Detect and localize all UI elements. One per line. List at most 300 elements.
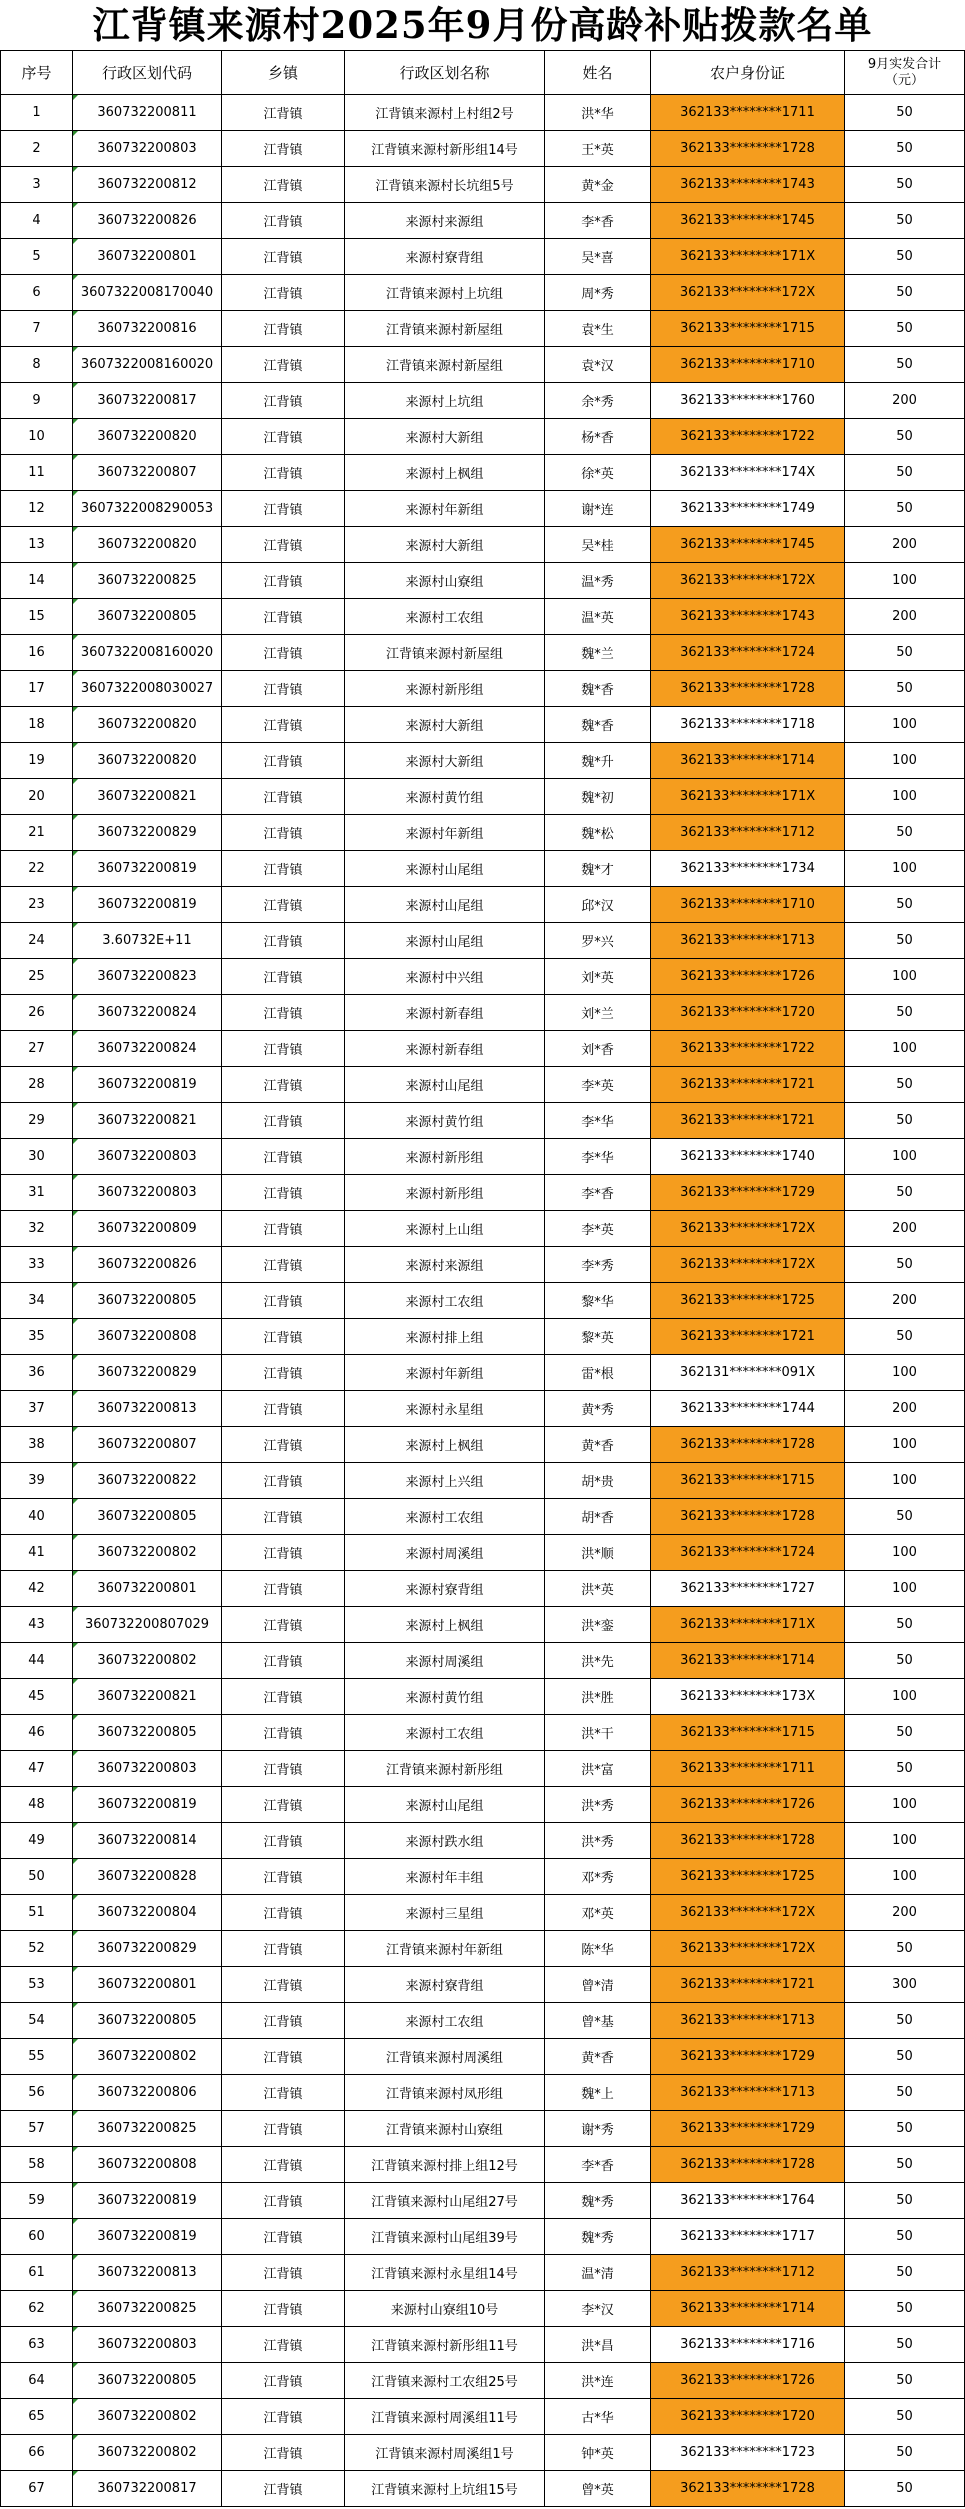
cell-amount: 50 (845, 1247, 965, 1283)
cell-name: 李*秀 (545, 1247, 651, 1283)
table-header-row (1, 51, 965, 95)
cell-area: 江背镇来源村上坑组15号 (345, 2471, 545, 2507)
table-row (1, 1175, 965, 1211)
table-row (1, 1067, 965, 1103)
cell-amount: 50 (845, 275, 965, 311)
cell-id: 362133********1715 (651, 1715, 845, 1751)
cell-town: 江背镇 (222, 1895, 345, 1931)
cell-id: 362133********1727 (651, 1571, 845, 1607)
cell-town: 江背镇 (222, 1535, 345, 1571)
cell-code: 360732200814 (73, 1823, 222, 1859)
cell-id: 362133********172X (651, 275, 845, 311)
cell-id: 362133********1717 (651, 2219, 845, 2255)
cell-name: 黎*华 (545, 1283, 651, 1319)
cell-name: 魏*升 (545, 743, 651, 779)
cell-code: 360732200802 (73, 2039, 222, 2075)
cell-seq: 44 (1, 1643, 73, 1679)
cell-amount: 50 (845, 1751, 965, 1787)
cell-area: 来源村跌水组 (345, 1823, 545, 1859)
cell-id: 362133********1724 (651, 635, 845, 671)
table-row (1, 995, 965, 1031)
table-row (1, 2147, 965, 2183)
table-row (1, 95, 965, 131)
cell-seq: 57 (1, 2111, 73, 2147)
cell-code: 360732200803 (73, 1139, 222, 1175)
cell-id: 362133********1718 (651, 707, 845, 743)
cell-code: 3607322008160020 (73, 635, 222, 671)
cell-name: 魏*香 (545, 707, 651, 743)
cell-town: 江背镇 (222, 2363, 345, 2399)
cell-amount: 200 (845, 1283, 965, 1319)
header-area: 行政区划名称 (345, 51, 545, 95)
cell-code: 360732200825 (73, 2291, 222, 2327)
cell-code: 360732200807 (73, 455, 222, 491)
cell-code: 360732200817 (73, 383, 222, 419)
table-row (1, 851, 965, 887)
cell-area: 来源村山尾组 (345, 1067, 545, 1103)
cell-code: 360732200805 (73, 1283, 222, 1319)
cell-amount: 100 (845, 707, 965, 743)
cell-area: 江背镇来源村山尾组39号 (345, 2219, 545, 2255)
cell-seq: 28 (1, 1067, 73, 1103)
cell-area: 来源村工农组 (345, 1499, 545, 1535)
cell-code: 360732200813 (73, 2255, 222, 2291)
cell-amount: 50 (845, 2291, 965, 2327)
cell-seq: 2 (1, 131, 73, 167)
cell-area: 来源村大新组 (345, 419, 545, 455)
cell-amount: 200 (845, 383, 965, 419)
cell-seq: 27 (1, 1031, 73, 1067)
cell-name: 王*英 (545, 131, 651, 167)
cell-area: 江背镇来源村周溪组 (345, 2039, 545, 2075)
cell-area: 来源村上山组 (345, 1211, 545, 1247)
cell-name: 吴*桂 (545, 527, 651, 563)
cell-area: 江背镇来源村新彤组 (345, 1751, 545, 1787)
table-row (1, 2471, 965, 2507)
cell-seq: 62 (1, 2291, 73, 2327)
cell-code: 360732200820 (73, 707, 222, 743)
cell-area: 来源村三星组 (345, 1895, 545, 1931)
table-row (1, 311, 965, 347)
cell-town: 江背镇 (222, 2147, 345, 2183)
cell-code: 360732200813 (73, 1391, 222, 1427)
cell-name: 李*香 (545, 1175, 651, 1211)
cell-id: 362131********091X (651, 1355, 845, 1391)
cell-town: 江背镇 (222, 707, 345, 743)
cell-name: 李*香 (545, 2147, 651, 2183)
cell-amount: 50 (845, 2327, 965, 2363)
cell-area: 来源村上枫组 (345, 1427, 545, 1463)
cell-amount: 50 (845, 419, 965, 455)
table-row (1, 1679, 965, 1715)
page-title: 江背镇来源村2025年9月份高龄补贴拨款名单 (92, 3, 873, 47)
cell-seq: 22 (1, 851, 73, 887)
cell-id: 362133********172X (651, 563, 845, 599)
cell-code: 360732200805 (73, 1499, 222, 1535)
cell-code: 360732200803 (73, 131, 222, 167)
cell-amount: 100 (845, 1859, 965, 1895)
cell-seq: 19 (1, 743, 73, 779)
table-row (1, 2075, 965, 2111)
cell-name: 洪*銮 (545, 1607, 651, 1643)
cell-code: 360732200811 (73, 95, 222, 131)
table-row (1, 1895, 965, 1931)
table-row (1, 1859, 965, 1895)
cell-name: 李*英 (545, 1211, 651, 1247)
cell-seq: 64 (1, 2363, 73, 2399)
cell-seq: 30 (1, 1139, 73, 1175)
cell-seq: 14 (1, 563, 73, 599)
cell-name: 胡*贵 (545, 1463, 651, 1499)
cell-town: 江背镇 (222, 383, 345, 419)
cell-town: 江背镇 (222, 1643, 345, 1679)
cell-name: 洪*顺 (545, 1535, 651, 1571)
cell-seq: 49 (1, 1823, 73, 1859)
cell-town: 江背镇 (222, 959, 345, 995)
cell-code: 360732200802 (73, 1643, 222, 1679)
cell-name: 吴*喜 (545, 239, 651, 275)
cell-amount: 100 (845, 563, 965, 599)
cell-code: 3607322008030027 (73, 671, 222, 707)
cell-amount: 50 (845, 347, 965, 383)
cell-town: 江背镇 (222, 1751, 345, 1787)
cell-id: 362133********1726 (651, 959, 845, 995)
cell-amount: 50 (845, 995, 965, 1031)
cell-name: 黎*英 (545, 1319, 651, 1355)
cell-id: 362133********1728 (651, 671, 845, 707)
cell-amount: 50 (845, 2039, 965, 2075)
cell-id: 362133********1734 (651, 851, 845, 887)
cell-code: 3607322008290053 (73, 491, 222, 527)
table-row (1, 1355, 965, 1391)
cell-name: 洪*英 (545, 1571, 651, 1607)
cell-code: 360732200803 (73, 2327, 222, 2363)
cell-code: 360732200819 (73, 887, 222, 923)
cell-area: 江背镇来源村永星组14号 (345, 2255, 545, 2291)
cell-id: 362133********1725 (651, 1283, 845, 1319)
cell-area: 来源村上枫组 (345, 455, 545, 491)
cell-town: 江背镇 (222, 95, 345, 131)
cell-seq: 31 (1, 1175, 73, 1211)
cell-id: 362133********173X (651, 1679, 845, 1715)
table-row (1, 1283, 965, 1319)
cell-town: 江背镇 (222, 2111, 345, 2147)
cell-name: 魏*秀 (545, 2183, 651, 2219)
table-row (1, 1031, 965, 1067)
cell-area: 来源村周溪组 (345, 1535, 545, 1571)
header-amount (845, 51, 965, 95)
cell-seq: 26 (1, 995, 73, 1031)
table-row (1, 2003, 965, 2039)
cell-seq: 35 (1, 1319, 73, 1355)
cell-amount: 50 (845, 239, 965, 275)
cell-name: 洪*秀 (545, 1823, 651, 1859)
cell-seq: 46 (1, 1715, 73, 1751)
cell-seq: 43 (1, 1607, 73, 1643)
cell-area: 江背镇来源村新彤组14号 (345, 131, 545, 167)
cell-area: 来源村工农组 (345, 2003, 545, 2039)
cell-seq: 7 (1, 311, 73, 347)
cell-code: 360732200812 (73, 167, 222, 203)
cell-name: 邱*汉 (545, 887, 651, 923)
cell-seq: 3 (1, 167, 73, 203)
cell-name: 杨*香 (545, 419, 651, 455)
cell-town: 江背镇 (222, 2075, 345, 2111)
cell-amount: 100 (845, 959, 965, 995)
cell-seq: 13 (1, 527, 73, 563)
table-row (1, 2327, 965, 2363)
cell-seq: 23 (1, 887, 73, 923)
table-row (1, 1499, 965, 1535)
cell-town: 江背镇 (222, 671, 345, 707)
cell-id: 362133********1716 (651, 2327, 845, 2363)
cell-id: 362133********172X (651, 1895, 845, 1931)
cell-town: 江背镇 (222, 2435, 345, 2471)
cell-seq: 53 (1, 1967, 73, 2003)
cell-town: 江背镇 (222, 1859, 345, 1895)
cell-amount: 100 (845, 1355, 965, 1391)
header-amount-line2: （元） (884, 72, 924, 88)
table-row (1, 1247, 965, 1283)
cell-amount: 100 (845, 1679, 965, 1715)
cell-code: 360732200819 (73, 2219, 222, 2255)
cell-id: 362133********1712 (651, 815, 845, 851)
table-row (1, 1391, 965, 1427)
cell-amount: 50 (845, 203, 965, 239)
cell-area: 来源村年新组 (345, 815, 545, 851)
table-row (1, 599, 965, 635)
cell-town: 江背镇 (222, 131, 345, 167)
cell-name: 黄*金 (545, 167, 651, 203)
table-row (1, 1967, 965, 2003)
cell-seq: 17 (1, 671, 73, 707)
cell-seq: 15 (1, 599, 73, 635)
cell-seq: 32 (1, 1211, 73, 1247)
cell-id: 362133********1729 (651, 2039, 845, 2075)
cell-id: 362133********1714 (651, 2291, 845, 2327)
cell-amount: 100 (845, 1463, 965, 1499)
cell-name: 洪*华 (545, 95, 651, 131)
cell-area: 来源村工农组 (345, 1715, 545, 1751)
cell-amount: 50 (845, 1103, 965, 1139)
cell-area: 来源村年丰组 (345, 1859, 545, 1895)
cell-seq: 21 (1, 815, 73, 851)
cell-code: 360732200817 (73, 2471, 222, 2507)
cell-amount: 200 (845, 1391, 965, 1427)
cell-id: 362133********1714 (651, 1643, 845, 1679)
cell-town: 江背镇 (222, 1391, 345, 1427)
cell-id: 362133********1728 (651, 1427, 845, 1463)
cell-id: 362133********1745 (651, 203, 845, 239)
cell-id: 362133********174X (651, 455, 845, 491)
cell-id: 362133********1711 (651, 1751, 845, 1787)
table-row (1, 275, 965, 311)
cell-area: 江背镇来源村新屋组 (345, 347, 545, 383)
cell-name: 陈*华 (545, 1931, 651, 1967)
table-row (1, 2183, 965, 2219)
cell-town: 江背镇 (222, 2291, 345, 2327)
cell-amount: 100 (845, 851, 965, 887)
cell-town: 江背镇 (222, 347, 345, 383)
cell-town: 江背镇 (222, 1679, 345, 1715)
cell-area: 来源村山寮组10号 (345, 2291, 545, 2327)
cell-id: 362133********1721 (651, 1319, 845, 1355)
cell-code: 360732200805 (73, 2003, 222, 2039)
cell-seq: 25 (1, 959, 73, 995)
cell-code: 360732200801 (73, 1967, 222, 2003)
cell-code: 360732200809 (73, 1211, 222, 1247)
cell-id: 362133********1714 (651, 743, 845, 779)
table-row (1, 2291, 965, 2327)
cell-code: 360732200820 (73, 419, 222, 455)
cell-seq: 50 (1, 1859, 73, 1895)
cell-seq: 9 (1, 383, 73, 419)
cell-id: 362133********1726 (651, 2363, 845, 2399)
cell-code: 360732200807 (73, 1427, 222, 1463)
header-code: 行政区划代码 (73, 51, 222, 95)
cell-seq: 24 (1, 923, 73, 959)
cell-area: 来源村寮背组 (345, 239, 545, 275)
table-row (1, 815, 965, 851)
cell-amount: 200 (845, 1895, 965, 1931)
cell-town: 江背镇 (222, 1823, 345, 1859)
cell-name: 洪*昌 (545, 2327, 651, 2363)
cell-town: 江背镇 (222, 2471, 345, 2507)
cell-code: 360732200802 (73, 1535, 222, 1571)
cell-code: 360732200819 (73, 1067, 222, 1103)
cell-town: 江背镇 (222, 923, 345, 959)
cell-area: 江背镇来源村排上组12号 (345, 2147, 545, 2183)
cell-amount: 50 (845, 2003, 965, 2039)
cell-area: 来源村大新组 (345, 527, 545, 563)
cell-seq: 47 (1, 1751, 73, 1787)
cell-amount: 50 (845, 311, 965, 347)
cell-name: 钟*英 (545, 2435, 651, 2471)
cell-area: 江背镇来源村新彤组11号 (345, 2327, 545, 2363)
header-id: 农户身份证 (651, 51, 845, 95)
cell-amount: 100 (845, 1031, 965, 1067)
cell-area: 来源村周溪组 (345, 1643, 545, 1679)
cell-code: 360732200801 (73, 1571, 222, 1607)
cell-id: 362133********1743 (651, 167, 845, 203)
cell-name: 温*英 (545, 599, 651, 635)
cell-seq: 8 (1, 347, 73, 383)
cell-code: 3607322008160020 (73, 347, 222, 383)
cell-seq: 10 (1, 419, 73, 455)
cell-code: 360732200820 (73, 527, 222, 563)
cell-amount: 100 (845, 1571, 965, 1607)
cell-id: 362133********1713 (651, 923, 845, 959)
cell-name: 刘*香 (545, 1031, 651, 1067)
cell-area: 江背镇来源村长坑组5号 (345, 167, 545, 203)
cell-area: 来源村上兴组 (345, 1463, 545, 1499)
cell-id: 362133********1743 (651, 599, 845, 635)
cell-area: 江背镇来源村新屋组 (345, 311, 545, 347)
cell-name: 魏*兰 (545, 635, 651, 671)
cell-town: 江背镇 (222, 203, 345, 239)
cell-town: 江背镇 (222, 1715, 345, 1751)
cell-seq: 36 (1, 1355, 73, 1391)
cell-amount: 50 (845, 815, 965, 851)
cell-amount: 50 (845, 1319, 965, 1355)
cell-code: 360732200802 (73, 2435, 222, 2471)
header-town: 乡镇 (222, 51, 345, 95)
cell-name: 黄*秀 (545, 1391, 651, 1427)
cell-town: 江背镇 (222, 1139, 345, 1175)
cell-code: 360732200808 (73, 1319, 222, 1355)
cell-amount: 50 (845, 491, 965, 527)
cell-seq: 38 (1, 1427, 73, 1463)
cell-id: 362133********1724 (651, 1535, 845, 1571)
cell-amount: 100 (845, 1823, 965, 1859)
cell-town: 江背镇 (222, 2255, 345, 2291)
cell-amount: 50 (845, 2111, 965, 2147)
cell-seq: 5 (1, 239, 73, 275)
cell-town: 江背镇 (222, 2003, 345, 2039)
cell-id: 362133********1711 (651, 95, 845, 131)
cell-name: 洪*秀 (545, 1787, 651, 1823)
cell-name: 洪*干 (545, 1715, 651, 1751)
cell-amount: 100 (845, 1787, 965, 1823)
table-row (1, 2435, 965, 2471)
cell-seq: 1 (1, 95, 73, 131)
cell-name: 袁*汉 (545, 347, 651, 383)
cell-town: 江背镇 (222, 1067, 345, 1103)
cell-name: 黄*香 (545, 2039, 651, 2075)
cell-name: 雷*根 (545, 1355, 651, 1391)
table-row (1, 671, 965, 707)
cell-amount: 100 (845, 743, 965, 779)
table-row (1, 959, 965, 995)
cell-amount: 50 (845, 923, 965, 959)
cell-id: 362133********1729 (651, 1175, 845, 1211)
cell-area: 来源村新春组 (345, 1031, 545, 1067)
cell-amount: 100 (845, 1535, 965, 1571)
table-row (1, 563, 965, 599)
cell-code: 360732200805 (73, 1715, 222, 1751)
table-row (1, 347, 965, 383)
cell-seq: 18 (1, 707, 73, 743)
cell-id: 362133********1713 (651, 2075, 845, 2111)
cell-name: 魏*才 (545, 851, 651, 887)
cell-id: 362133********1710 (651, 347, 845, 383)
cell-town: 江背镇 (222, 311, 345, 347)
cell-seq: 58 (1, 2147, 73, 2183)
cell-code: 360732200825 (73, 563, 222, 599)
cell-seq: 20 (1, 779, 73, 815)
cell-seq: 67 (1, 2471, 73, 2507)
cell-id: 362133********1729 (651, 2111, 845, 2147)
cell-code: 360732200803 (73, 1175, 222, 1211)
cell-town: 江背镇 (222, 1103, 345, 1139)
cell-amount: 50 (845, 635, 965, 671)
cell-code: 360732200816 (73, 311, 222, 347)
cell-town: 江背镇 (222, 1787, 345, 1823)
cell-name: 魏*上 (545, 2075, 651, 2111)
cell-area: 来源村山尾组 (345, 851, 545, 887)
cell-seq: 34 (1, 1283, 73, 1319)
cell-id: 362133********1760 (651, 383, 845, 419)
table-row (1, 1751, 965, 1787)
table-row (1, 239, 965, 275)
cell-seq: 55 (1, 2039, 73, 2075)
cell-seq: 61 (1, 2255, 73, 2291)
cell-code: 360732200804 (73, 1895, 222, 1931)
cell-name: 罗*兴 (545, 923, 651, 959)
cell-amount: 50 (845, 1715, 965, 1751)
cell-code: 360732200824 (73, 995, 222, 1031)
cell-town: 江背镇 (222, 1211, 345, 1247)
